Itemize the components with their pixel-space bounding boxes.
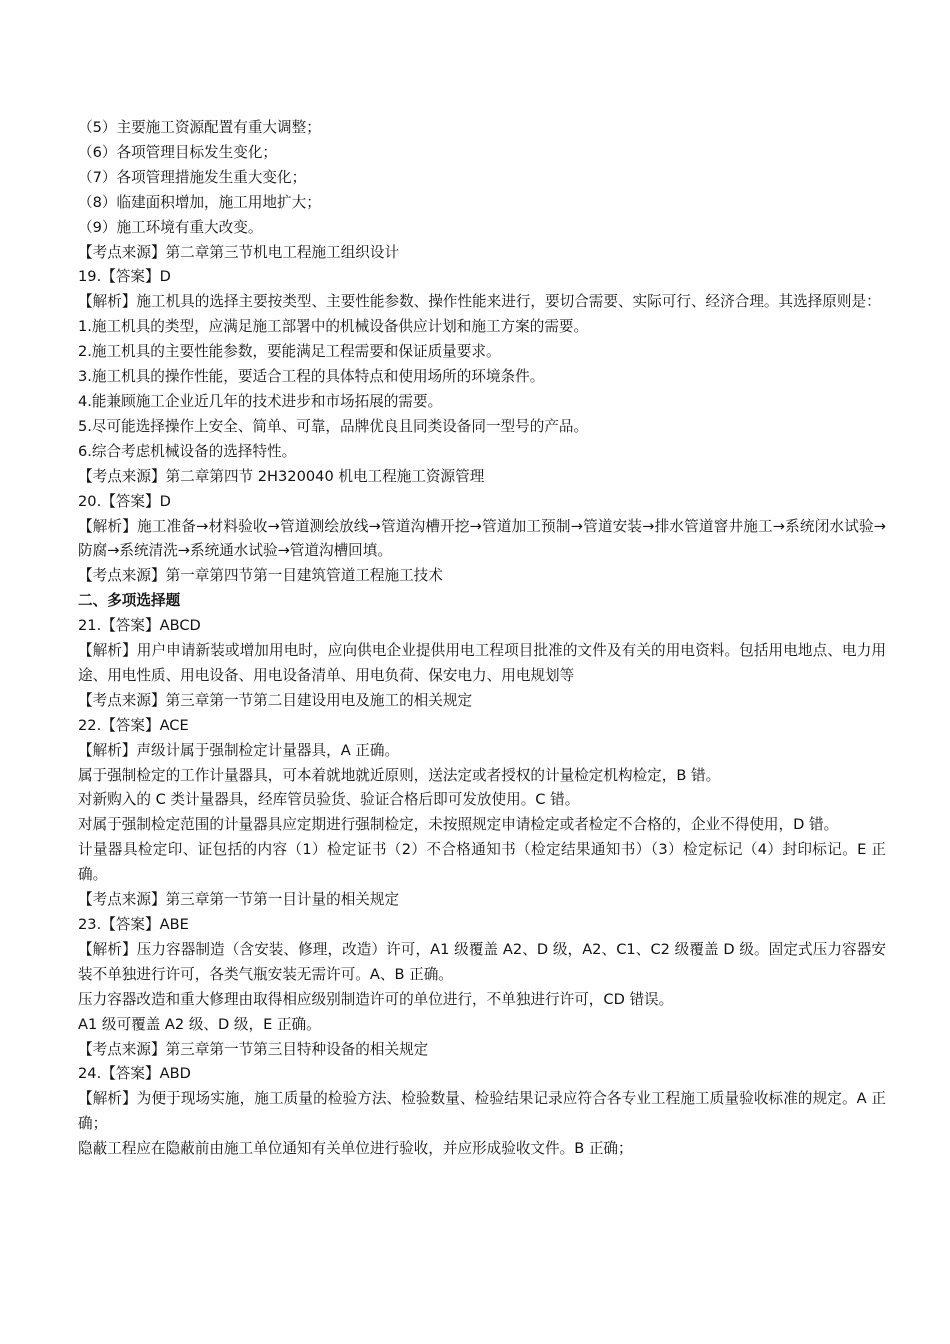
text-line: 属于强制检定的工作计量器具，可本着就地就近原则，送法定或者授权的计量检定机构检定，B 错。 — [78, 766, 721, 784]
source-line: 【考点来源】第三章第一节第一目计量的相关规定 — [78, 891, 400, 909]
source-line: 【考点来源】第三章第一节第三目特种设备的相关规定 — [78, 1040, 429, 1058]
text-line: （8）临建面积增加，施工用地扩大； — [78, 193, 321, 211]
text-line: A1 级可覆盖 A2 级、D 级，E 正确。 — [78, 1015, 321, 1033]
analysis-paragraph: 对属于强制检定范围的计量器具应定期进行强制检定，未按照规定申请检定或者检定不合格的，企业不得使用，D 错。 — [78, 816, 839, 834]
text-line: 5.尽可能选择操作上安全、简单、可靠，品牌优良且同类设备同一型号的产品。 — [78, 417, 589, 435]
text-line: 对新购入的 C 类计量器具，经库管员验货、验证合格后即可发放使用。C 错。 — [78, 791, 580, 809]
analysis-paragraph: 【解析】压力容器制造（含安装、修理，改造）许可，A1 级覆盖 A2、D 级，A2、C1、C2 级覆盖 D 级。固定式压力容器安装不单独进行许可，各类气瓶安装无需许可。A、B 正确。 — [78, 940, 886, 983]
text-line: （5）主要施工资源配置有重大调整； — [78, 119, 321, 136]
source-line: 【考点来源】第二章第四节 2H320040 机电工程施工资源管理 — [78, 467, 485, 485]
section-heading: 二、多项选择题 — [78, 592, 181, 610]
text-line: （9）施工环境有重大改变。 — [78, 218, 263, 236]
text-line: 3.施工机具的操作性能，要适合工程的具体特点和使用场所的环境条件。 — [78, 368, 545, 386]
text-line: 6.综合考虑机械设备的选择特性。 — [78, 442, 297, 460]
text-line: （6）各项管理目标发生变化； — [78, 143, 278, 161]
document-page — [78, 116, 886, 1162]
text-line: 2.施工机具的主要性能参数，要能满足工程需要和保证质量要求。 — [78, 343, 501, 361]
analysis-paragraph: 【解析】为便于现场实施，施工质量的检验方法、检验数量、检验结果记录应符合各专业工程施工质量验收标准的规定。A 正确； — [78, 1090, 886, 1133]
analysis-paragraph: 【解析】施工机具的选择主要按类型、主要性能参数、操作性能来进行，要切合需要、实际可行、经济合理。其选择原则是： — [78, 293, 881, 311]
answer-line: 23.【答案】ABE — [78, 916, 189, 933]
source-line: 【考点来源】第二章第三节机电工程施工组织设计 — [78, 243, 400, 261]
text-line: 4.能兼顾施工企业近几年的技术进步和市场拓展的需要。 — [78, 392, 443, 410]
answer-line: 21.【答案】ABCD — [78, 617, 201, 635]
text-line: 隐蔽工程应在隐蔽前由施工单位通知有关单位进行验收，并应形成验收文件。B 正确； — [78, 1140, 633, 1158]
text-line: 压力容器改造和重大修理由取得相应级别制造许可的单位进行，不单独进行许可，CD 错误。 — [78, 990, 674, 1008]
answer-line: 19.【答案】D — [78, 268, 171, 286]
analysis-paragraph: 【解析】用户申请新装或增加用电时，应向供电企业提供用电工程项目批准的文件及有关的用电资料。包括用电地点、电力用途、用电性质、用电设备、用电设备清单、用电负荷、保安电力、用电规划等 — [78, 642, 886, 684]
answer-line: 22.【答案】ACE — [78, 716, 189, 734]
text-line: 【解析】声级计属于强制检定计量器具，A 正确。 — [78, 741, 400, 759]
answer-line: 24.【答案】ABD — [78, 1065, 191, 1083]
analysis-paragraph: 计量器具检定印、证包括的内容（1）检定证书（2）不合格通知书（检定结果通知书）（3）检定标记（4）封印标记。E 正确。 — [78, 841, 886, 884]
source-line: 【考点来源】第三章第一节第二目建设用电及施工的相关规定 — [78, 691, 473, 709]
answer-line: 20.【答案】D — [78, 492, 171, 510]
analysis-paragraph: 【解析】施工准备→材料验收→管道测绘放线→管道沟槽开挖→管道加工预制→管道安装→排水管道窨井施工→系统闭水试验→防腐→系统清洗→系统通水试验→管道沟槽回填。 — [78, 517, 886, 560]
text-line: 1.施工机具的类型，应满足施工部署中的机械设备供应计划和施工方案的需要。 — [78, 318, 589, 336]
text-line: （7）各项管理措施发生重大变化； — [78, 168, 307, 186]
source-line: 【考点来源】第一章第四节第一目建筑管道工程施工技术 — [78, 567, 443, 585]
